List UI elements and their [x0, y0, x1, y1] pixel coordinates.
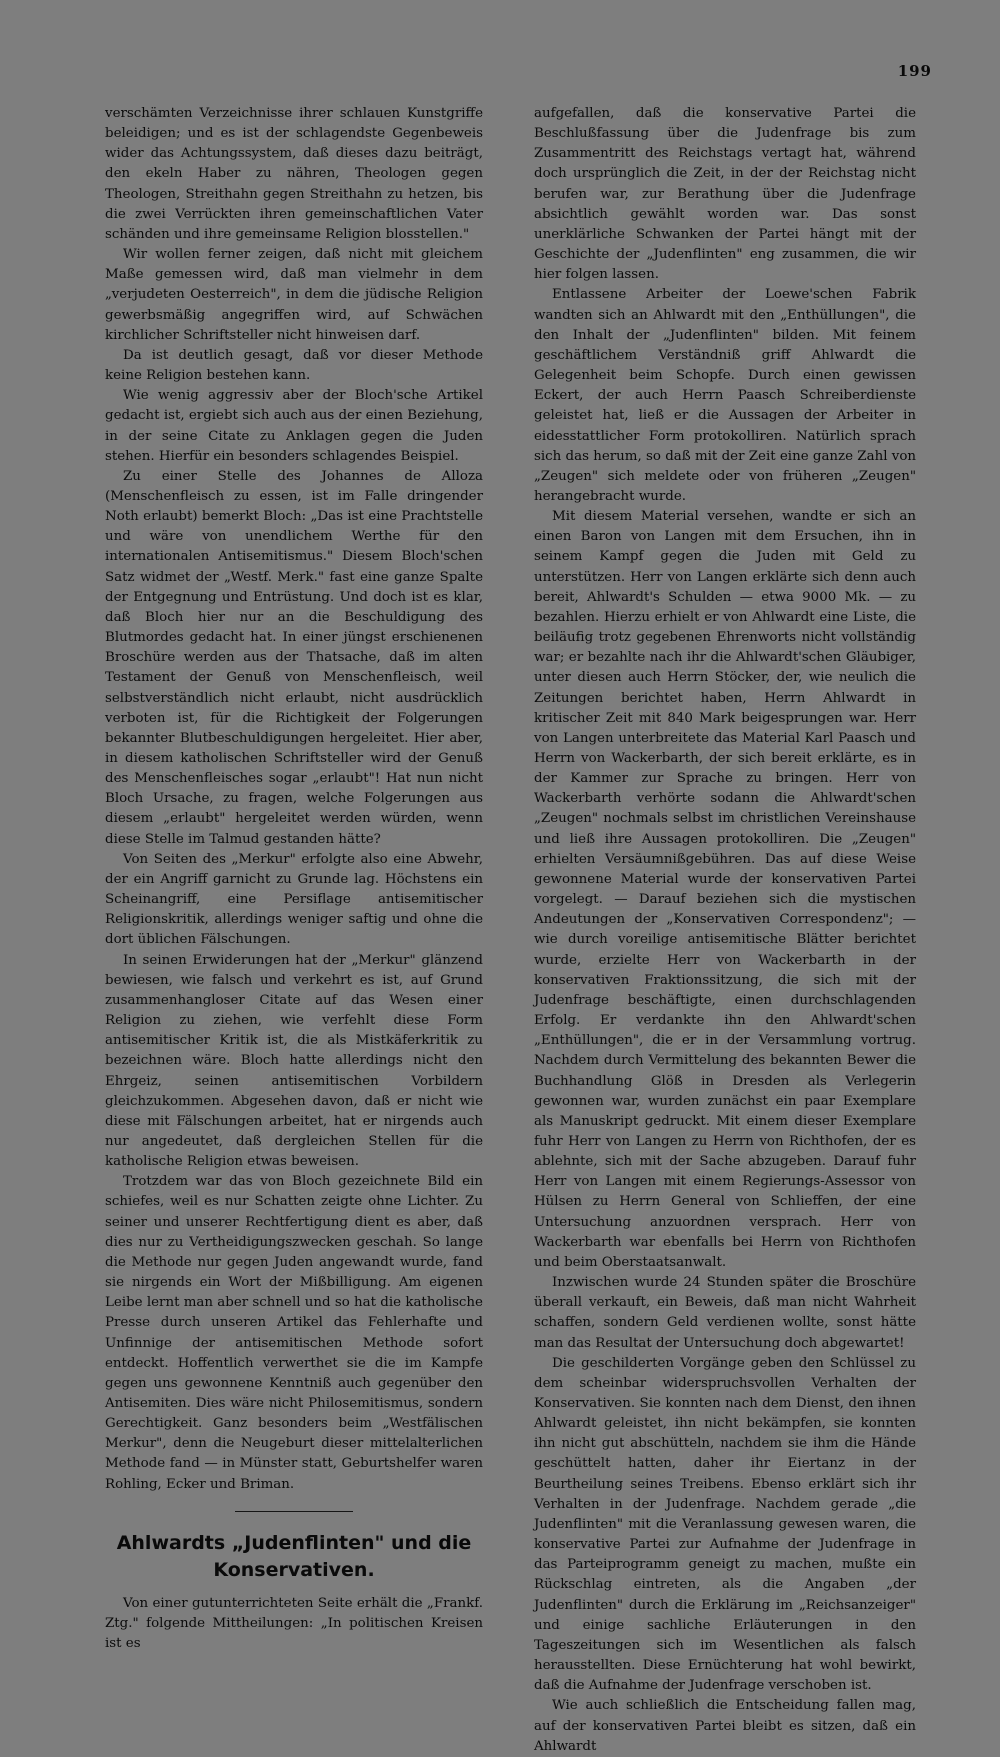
- paragraph: Wie wenig aggressiv aber der Bloch'sche Artikel gedacht ist, ergiebt sich auch aus der einen Beziehung, in der seine Citate zu Anklagen gegen die Juden stehen. Hierfür ein besonders schlagendes Beispiel.: [105, 388, 483, 464]
- paragraph: Wir wollen ferner zeigen, daß nicht mit gleichem Maße gemessen wird, daß man vielmehr in dem „verjudeten Oesterreich", in dem die jüdische Religion gewerbsmäßig angegriffen wird, auf Schwächen kirchlicher Schriftsteller nicht hinweisen darf.: [105, 247, 483, 343]
- paragraph: Mit diesem Material versehen, wandte er sich an einen Baron von Langen mit dem Ersuchen, ihn in seinem Kampf gegen die Juden mit Geld zu unterstützen. Herr von Langen erklärte sich denn auch bereit, Ahlwardt's Schulden — etwa 9000 Mk. — zu bezahlen. Hierzu erhielt er von Ahlwardt eine Liste, die beiläufig trotz gegebenen Ehrenworts nicht vollständig war; er bezahlte nach ihr die Ahlwardt'schen Gläubiger, unter diesen auch Herrn Stöcker, der, wie neulich die Zeitungen berichtet haben, Herrn Ahlwardt in kritischer Zeit mit 840 Mark beigesprungen war. Herr von Langen unterbreitete das Material Karl Paasch und Herrn von Wackerbarth, der sich bereit erklärte, es in der Kammer zur Sprache zu bringen. Herr von Wackerbarth verhörte sodann die Ahlwardt'schen „Zeugen" nochmals selbst im christlichen Vereinshause und ließ ihre Aussagen protokolliren. Die „Zeugen" erhielten Versäumnißgebühren. Das auf diese Weise gewonnene Material wurde der konservativen Partei vorgelegt. — Darauf beziehen sich die mystischen Andeutungen der „Konservativen Correspondenz"; — wie durch voreilige antisemitische Blätter berichtet wurde, erzielte Herr von Wackerbarth in der konservativen Fraktionssitzung, die sich mit der Judenfrage beschäftigte, einen durchschlagenden Erfolg. Er verdankte ihn den Ahlwardt'schen „Enthüllungen", die er in der Versammlung vortrug. Nachdem durch Vermittelung des bekannten Bewer die Buchhandlung Glöß in Dresden als Verlegerin gewonnen war, wurden zunächst ein paar Exemplare als Manuskript gedruckt. Mit einem dieser Exemplare fuhr Herr von Langen zu Herrn von Richthofen, der es ablehnte, sich mit der Sache abzugeben. Darauf fuhr Herr von Langen mit einem Regierungs-Assessor von Hülsen zu Herrn General von Schlieffen, der eine Untersuchung anzuordnen versprach. Herr von Wackerbarth war ebenfalls bei Herrn von Richthofen und beim Oberstaatsanwalt.: [534, 509, 916, 1270]
- paragraph: Wie auch schließlich die Entscheidung fallen mag, auf der konservativen Partei bleibt es sitzen, daß ein Ahlwardt: [534, 1698, 916, 1754]
- paragraph: In seinen Erwiderungen hat der „Merkur" glänzend bewiesen, wie falsch und verkehrt es ist, auf Grund zusammenhangloser Citate auf das Wesen einer Religion zu ziehen, wie verfehlt diese Form antisemitischer Kritik ist, die als Mistkäferkritik zu bezeichnen wäre. Bloch hatte allerdings nicht den Ehrgeiz, seinen antisemitischen Vorbildern gleichzukommen. Abgesehen davon, daß er nicht wie diese mit Fälschungen arbeitet, hat er nirgends auch nur angedeutet, daß dergleichen Stellen für die katholische Religion etwas beweisen.: [105, 952, 483, 1170]
- paragraph: aufgefallen, daß die konservative Partei die Beschlußfassung über die Judenfrage bis zum Zusammentritt des Reichstags vertagt hat, während doch ursprünglich die Zeit, in der der Reichstag nicht berufen war, zur Berathung über die Judenfrage absichtlich gewählt worden war. Das sonst unerklärliche Schwanken der Partei hängt mit der Geschichte der „Judenflinten" eng zusammen, die wir hier folgen lassen.: [534, 106, 916, 283]
- paragraph: Von Seiten des „Merkur" erfolgte also eine Abwehr, der ein Angriff garnicht zu Grunde lag. Höchstens ein Scheinangriff, eine Persiflage antisemitischer Religionskritik, allerdings weniger saftig und ohne die dort üblichen Fälschungen.: [105, 851, 483, 948]
- article-headline: Ahlwardts „Judenflinten" und die Konservativen.: [116, 1531, 472, 1581]
- right-column: [534, 104, 916, 1757]
- left-column: [105, 104, 483, 1654]
- paragraph: Trotzdem war das von Bloch gezeichnete Bild ein schiefes, weil es nur Schatten zeigte ohne Lichter. Zu seiner und unserer Rechtfertigung dient es aber, daß dies nur zu Vertheidigungszwecken geschah. So lange die Methode nur gegen Juden angewandt wurde, fand sie nirgends ein Wort der Mißbilligung. Am eigenen Leibe lernt man aber schnell und so hat die katholische Presse durch unseren Artikel das Fehlerhafte und Unfinnige der antisemitischen Methode sofort entdeckt. Hoffentlich verwerthet sie die im Kampfe gegen uns gewonnene Kenntniß auch gegenüber den Antisemiten. Dies wäre nicht Philosemitismus, sondern Gerechtigkeit. Ganz besonders beim „Westfälischen Merkur", denn die Neugeburt dieser mittelalterlichen Methode fand — in Münster statt, Geburtshelfer waren Rohling, Ecker und Briman.: [105, 1174, 483, 1492]
- paragraph: Von einer gutunterrichteten Seite erhält die „Frankf. Ztg." folgende Mittheilungen: „In politischen Kreisen ist es: [105, 1595, 483, 1652]
- paragraph: Zu einer Stelle des Johannes de Alloza (Menschenfleisch zu essen, ist im Falle dringender Noth erlaubt) bemerkt Bloch: „Das ist eine Prachtstelle und wäre von unendlichem Werthe für den internationalen Antisemitismus." Diesem Bloch'schen Satz widmet der „Westf. Merk." fast eine ganze Spalte der Entgegnung und Entrüstung. Und doch ist es klar, daß Bloch hier nur an die Beschuldigung des Blutmordes gedacht hat. In einer jüngst erschienenen Broschüre werden aus der Thatsache, daß im alten Testament der Genuß von Menschenfleisch, weil selbstverständlich nicht erlaubt, nicht ausdrücklich verboten ist, für die Richtigkeit der Folgerungen bekannter Blutbeschuldigungen hergeleitet. Hier aber, in diesem katholischen Schriftsteller wird der Genuß des Menschenfleisches sogar „erlaubt"! Hat nun nicht Bloch Ursache, zu fragen, welche Folgerungen aus diesem „erlaubt" hergeleitet werden würden, wenn diese Stelle im Talmud gestanden hätte?: [105, 468, 483, 847]
- paragraph: Entlassene Arbeiter der Loewe'schen Fabrik wandten sich an Ahlwardt mit den „Enthüllungen", die den Inhalt der „Judenflinten" bilden. Mit feinem geschäftlichem Verständniß griff Ahlwardt die Gelegenheit beim Schopfe. Durch einen gewissen Eckert, der auch Herrn Paasch Schreiberdienste geleistet hat, ließ er die Aussagen der Arbeiter in eidesstattlicher Form protokolliren. Natürlich sprach sich das herum, so daß mit der Zeit eine ganze Zahl von „Zeugen" sich meldete oder von früheren „Zeugen" herangebracht wurde.: [534, 287, 916, 504]
- paragraph: Die geschilderten Vorgänge geben den Schlüssel zu dem scheinbar widerspruchsvollen Verhalten der Konservativen. Sie konnten nach dem Dienst, den ihnen Ahlwardt geleistet, ihn nicht bekämpfen, sie konnten ihn nicht gut abschütteln, nachdem sie ihm die Hände geschüttelt hatten, daher ihr Eiertanz in der Beurtheilung seines Treibens. Ebenso erklärt sich ihr Verhalten in der Judenfrage. Nachdem gerade „die Judenflinten" mit die Veranlassung gewesen waren, die konservative Partei zur Aufnahme der Judenfrage in das Parteiprogramm geneigt zu machen, mußte ein Rückschlag eintreten, als die Angaben „der Judenflinten" durch die Erklärung im „Reichsanzeiger" und einige sachliche Erläuterungen in den Tageszeitungen sich im Wesentlichen als falsch herausstellten. Diese Ernüchterung hat wohl bewirkt, daß die Aufnahme der Judenfrage verschoben ist.: [534, 1355, 916, 1694]
- paragraph: Da ist deutlich gesagt, daß vor dieser Methode keine Religion bestehen kann.: [105, 347, 483, 384]
- paragraph: verschämten Verzeichnisse ihrer schlauen Kunstgriffe beleidigen; und es ist der schlagendste Gegenbeweis wider das Achtungssystem, daß dieses dazu beiträgt, den ekeln Haber zu nähren, Theologen gegen Theologen, Streithahn gegen Streithahn zu hetzen, bis die zwei Verrückten ihren gemeinschaftlichen Vater schänden und ihre gemeinsame Religion blosstellen.": [105, 106, 483, 242]
- section-divider: [235, 1511, 353, 1512]
- paragraph: Inzwischen wurde 24 Stunden später die Broschüre überall verkauft, ein Beweis, daß man nicht Wahrheit schaffen, sondern Geld verdienen wollte, sonst hätte man das Resultat der Untersuchung doch abgewartet!: [534, 1275, 916, 1351]
- page-number: 199: [897, 62, 932, 80]
